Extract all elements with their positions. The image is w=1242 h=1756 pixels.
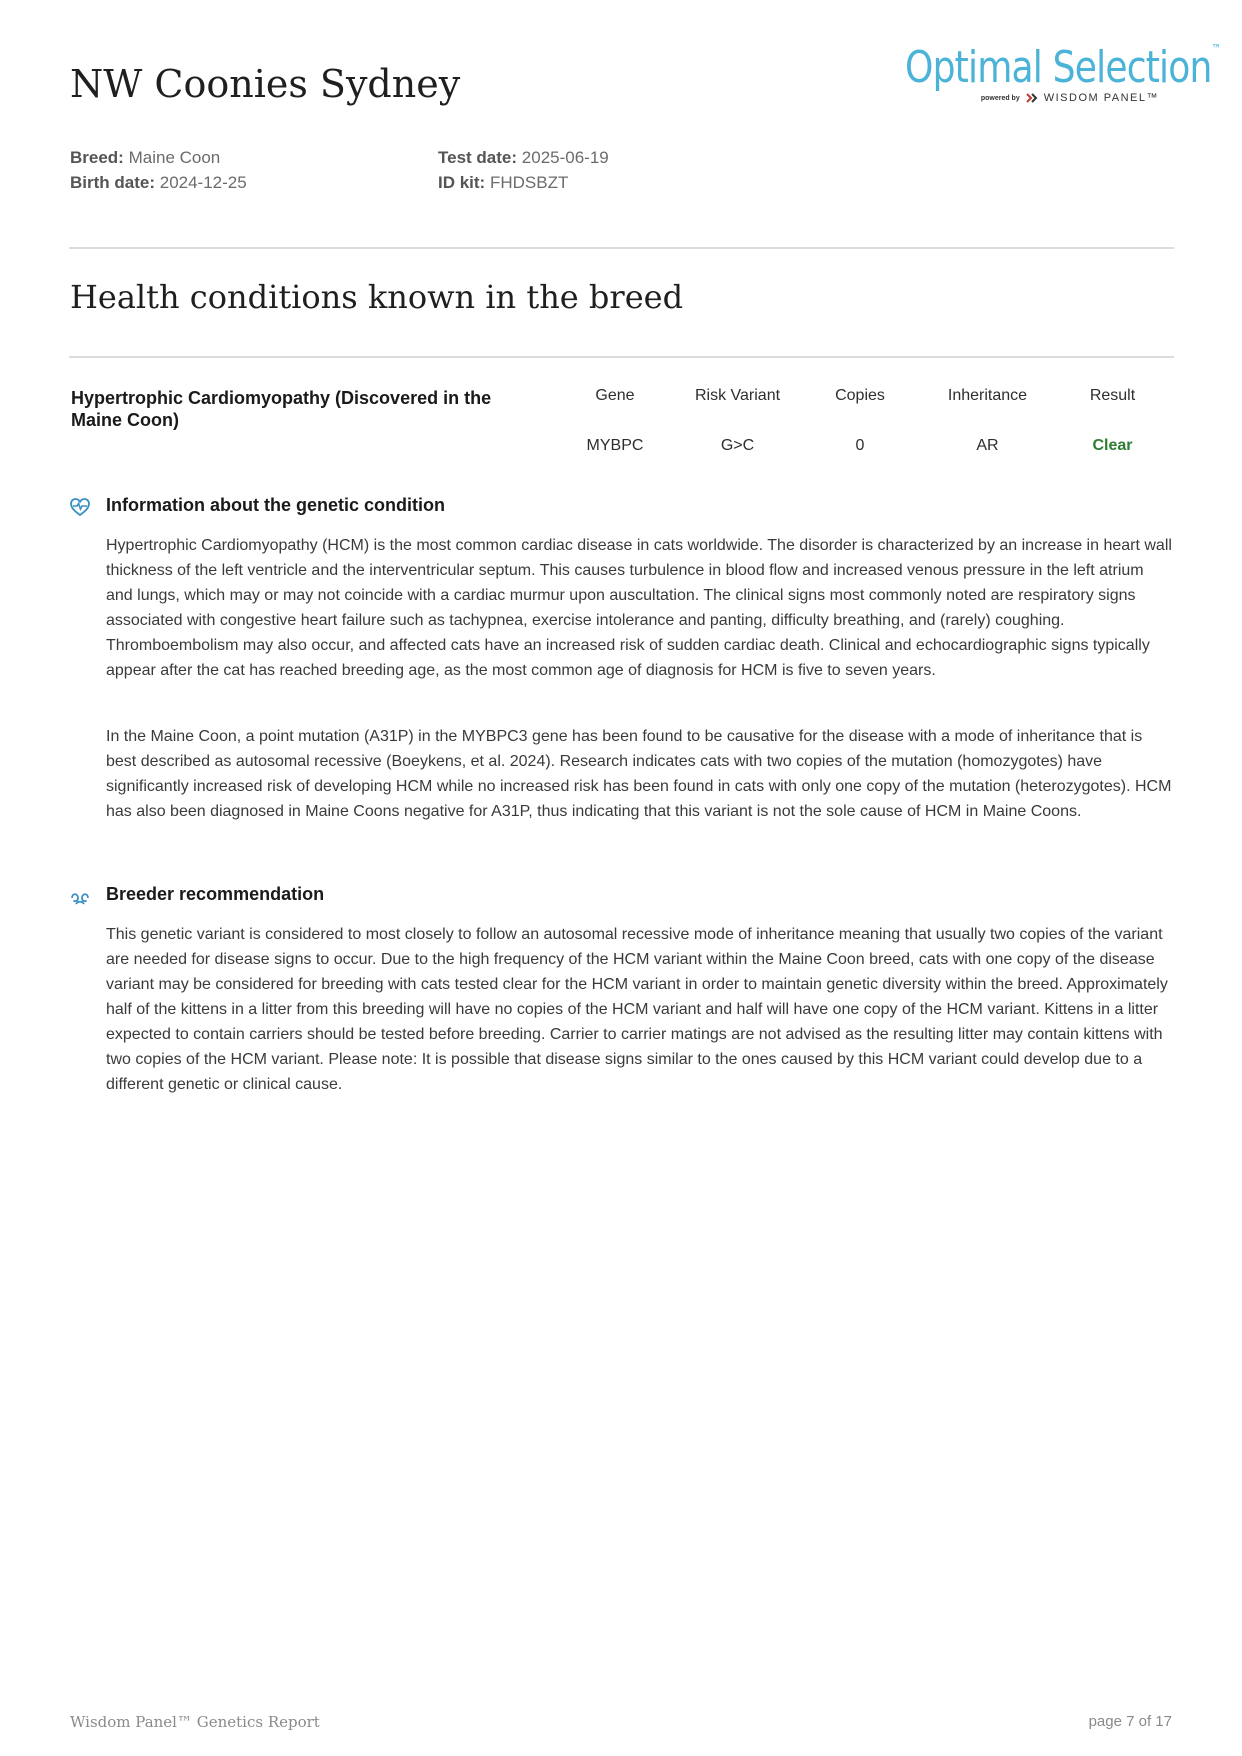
birth-date-field: Birth date: 2024-12-25 [70,173,247,192]
section-title: Health conditions known in the breed [70,278,684,316]
column-header-risk-variant: Risk Variant [694,387,781,404]
column-header-copies: Copies [835,387,885,404]
logo-powered-by: powered by WISDOM PANEL™ [980,92,1159,104]
optimal-selection-logo [905,42,1221,108]
inheritance-value: AR [976,437,999,454]
breed-field: Breed: Maine Coon [70,148,221,167]
logo-wordmark: Optimal Selection™ [905,42,1221,93]
id-kit-field: ID kit: FHDSBZT [438,173,569,192]
breeder-paragraph: This genetic variant is considered to most closely to follow an autosomal recessive mode of inheritance meaning that usually two copies of the variant are needed for disease signs to occur. Due to the high frequency of the HCM variant within the Maine Coon breed, cats with one copy of the disease variant may be considered for breeding with cats tested clear for the HCM variant in order to maintain genetic diversity within the breed. Approximately half of the kittens in a litter from this breeding will have no copies of the HCM variant and half will have one copy of the HCM variant. Kittens in a litter expected to contain carriers should be tested before breeding. Carrier to carrier matings are not advised as the resulting litter may contain kittens with two copies of the HCM variant. Please note: It is possible that disease signs similar to the ones caused by this HCM variant could develop due to a different genetic or clinical cause. [106,926,1168,1093]
page-title: NW Coonies Sydney [70,62,461,106]
info-paragraph-1: Hypertrophic Cardiomyopathy (HCM) is the most common cardiac disease in cats worldwide. The disorder is characterized by an increase in heart wall thickness of the left ventricle and the interventricular septum. This causes turbulence in blood flow and increased venous pressure in the left atrium and lungs, which may or may not coincide with a cardiac murmur upon auscultation. The clinical signs most commonly noted are respiratory signs associated with congestive heart failure such as tachypnea, exercise intolerance and panting, difficulty breathing, and (rarely) coughing. Thromboembolism may also occur, and affected cats have an increased risk of sudden cardiac death. Clinical and echocardiographic signs typically appear after the cat has reached breeding age, as the most common age of diagnosis for HCM is five to seven years. [106,537,1172,679]
breeding-icon [69,886,91,908]
info-heading: Information about the genetic condition [106,495,445,515]
condition-name: Hypertrophic Cardiomyopathy (Discovered in the Maine Coon) [71,388,492,430]
heart-dna-icon [69,496,91,518]
footer-report-name: Wisdom Panel™ Genetics Report [70,1713,320,1731]
column-header-result: Result [1089,387,1136,404]
risk-variant-value: G>C [720,437,755,454]
divider [69,356,1174,358]
wisdom-panel-mark-icon [1026,93,1038,103]
result-badge: Clear [1092,437,1133,454]
test-date-field: Test date: 2025-06-19 [438,148,609,167]
divider [69,247,1174,249]
gene-value: MYBPC [586,437,644,454]
info-paragraph-2: In the Maine Coon, a point mutation (A31P) in the MYBPC3 gene has been found to be causative for the disease with a mode of inheritance that is best described as autosomal recessive (Boeykens, et al. 2024). Research indicates cats with two copies of the mutation (homozygotes) have significantly increased risk of developing HCM while no increased risk has been found in cats with only one copy of the mutation (heterozygotes). HCM has also been diagnosed in Maine Coons negative for A31P, thus indicating that this variant is not the sole cause of HCM in Maine Coons. [106,728,1172,820]
column-header-gene: Gene [595,387,635,404]
column-header-inheritance: Inheritance [947,387,1028,404]
page-number: page 7 of 17 [1088,1713,1172,1730]
copies-value: 0 [855,437,865,454]
breeder-heading: Breeder recommendation [106,884,325,904]
